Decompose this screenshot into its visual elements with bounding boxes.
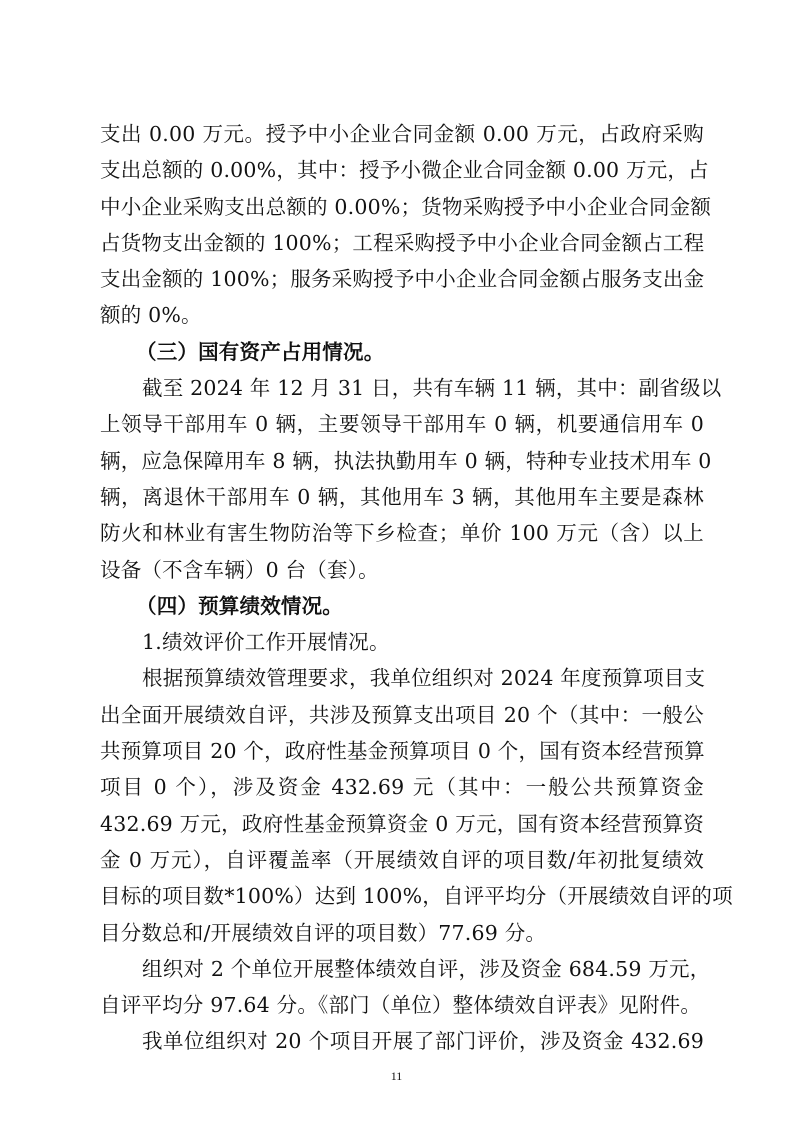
section-heading-state-assets: （三）国有资产占用情况。 [136, 339, 385, 364]
text-line: 金 0 万元），自评覆盖率（开展绩效自评的项目数/年初批复绩效 [100, 847, 704, 872]
text-line: 占货物支出金额的 100%；工程采购授予中小企业合同金额占工程 [100, 230, 705, 255]
text-line: 辆，离退休干部用车 0 辆，其他用车 3 辆，其他用车主要是森林 [100, 484, 704, 509]
paragraph-vehicles [100, 370, 722, 588]
paragraph-overall-evaluation [100, 951, 711, 1024]
text-line: 防火和林业有害生物防治等下乡检查；单价 100 万元（含）以上 [100, 521, 704, 546]
text-line: 出全面开展绩效自评，共涉及预算支出项目 20 个（其中：一般公 [100, 702, 704, 727]
text-line: 上领导干部用车 0 辆，主要领导干部用车 0 辆，机要通信用车 0 [100, 412, 704, 437]
text-line: 支出金额的 100%；服务采购授予中小企业合同金额占服务支出金 [100, 267, 705, 292]
paragraph-self-evaluation [100, 660, 733, 950]
text-line: 项目 0 个），涉及资金 432.69 元（其中：一般公共预算资金 [100, 775, 704, 800]
text-line: 目分数总和/开展绩效自评的项目数）77.69 分。 [100, 920, 547, 945]
page-number: 11 [390, 1069, 403, 1083]
text-line: 组织对 2 个单位开展整体绩效自评，涉及资金 684.59 万元， [142, 956, 711, 981]
text-line: 中小企业采购支出总额的 0.00%；货物采购授予中小企业合同金额 [100, 194, 712, 219]
text-line: 自评平均分 97.64 分。《部门（单位）整体绩效自评表》见附件。 [100, 993, 702, 1018]
text-line: 设备（不含车辆）0 台（套）。 [100, 557, 379, 582]
paragraph-procurement [100, 116, 712, 334]
subsection-title: 1.绩效评价工作开展情况。 [142, 630, 390, 655]
text-line: 432.69 万元，政府性基金预算资金 0 万元，国有资本经营预算资 [100, 811, 704, 836]
paragraph-department-evaluation [100, 1023, 704, 1059]
text-line: 额的 0%。 [100, 303, 202, 328]
section-heading-budget-performance: （四）预算绩效情况。 [136, 593, 343, 618]
text-line: 辆，应急保障用车 8 辆，执法执勤用车 0 辆，特种专业技术用车 0 [100, 448, 712, 473]
text-line: 支出总额的 0.00%，其中：授予小微企业合同金额 0.00 万元，占 [100, 158, 709, 183]
text-line: 截至 2024 年 12 月 31 日，共有车辆 11 辆，其中：副省级以 [142, 376, 722, 401]
text-line: 我单位组织对 20 个项目开展了部门评价，涉及资金 432.69 [142, 1029, 704, 1054]
text-line: 目标的项目数*100%）达到 100%，自评平均分（开展绩效自评的项 [100, 884, 733, 909]
document-body [100, 116, 733, 1060]
text-line: 共预算项目 20 个，政府性基金预算项目 0 个，国有资本经营预算 [100, 739, 705, 764]
text-line: 根据预算绩效管理要求，我单位组织对 2024 年度预算项目支 [142, 666, 706, 691]
text-line: 支出 0.00 万元。授予中小企业合同金额 0.00 万元，占政府采购 [100, 122, 704, 146]
